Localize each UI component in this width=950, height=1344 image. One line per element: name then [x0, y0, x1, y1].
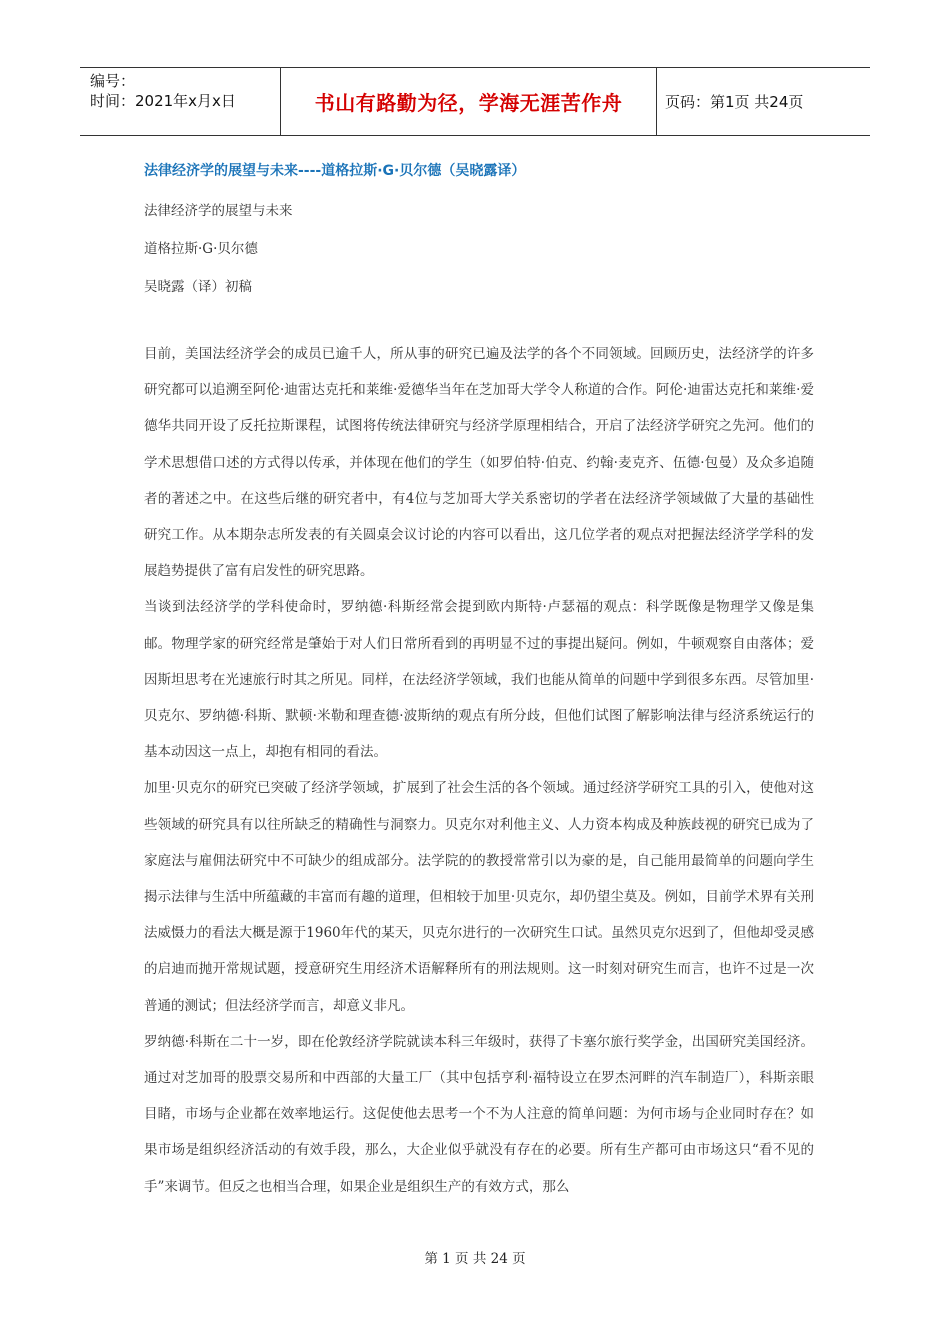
paragraph: 当谈到法经济学的学科使命时，罗纳德·科斯经常会提到欧内斯特·卢瑟福的观点：科学既像是物理学又像是集邮。物理学家的研究经常是肇始于对人们日常所看到的再明显不过的事提出疑问。例如，牛顿观察自由落体；爱因斯坦思考在光速旅行时其之所见。同样，在法经济学领域，我们也能从简单的问题中学到很多东西。尽管加里·贝克尔、罗纳德·科斯、默顿·米勒和理查德·波斯纳的观点有所分歧，但他们试图了解影响法律与经济系统运行的基本动因这一点上，却抱有相同的看法。 — [144, 599, 814, 761]
page-footer: 第 1 页 共 24 页 — [424, 1251, 526, 1267]
document-body — [144, 160, 814, 1205]
header-meta — [80, 68, 281, 135]
document-title: 法律经济学的展望与未来----道格拉斯·G·贝尔德（吴晓露译） — [144, 163, 526, 179]
number-label: 编号： — [90, 72, 136, 90]
section-spacer — [144, 314, 814, 336]
document-author: 道格拉斯·G·贝尔德 — [144, 241, 258, 257]
time-label: 时间：2021年x月x日 — [90, 92, 236, 110]
page-header — [80, 67, 870, 136]
header-motto: 书山有路勤为径，学海无涯苦作舟 — [281, 68, 657, 135]
paragraph: 加里·贝克尔的研究已突破了经济学领域，扩展到了社会生活的各个领域。通过经济学研究工具的引入，使他对这些领域的研究具有以往所缺乏的精确性与洞察力。贝克尔对利他主义、人力资本构成及种族歧视的研究已成为了家庭法与雇佣法研究中不可缺少的组成部分。法学院的的教授常常引以为豪的是，自己能用最简单的问题向学生揭示法律与生活中所蕴藏的丰富而有趣的道理，但相较于加里·贝克尔，却仍望尘莫及。例如，目前学术界有关刑法威慑力的看法大概是源于1960年代的某天，贝克尔进行的一次研究生口试。虽然贝克尔迟到了，但他却受灵感的启迪而抛开常规试题，授意研究生用经济术语解释所有的刑法规则。这一时刻对研究生而言，也许不过是一次普通的测试；但法经济学而言，却意义非凡。 — [144, 780, 814, 1014]
paragraph: 罗纳德·科斯在二十一岁，即在伦敦经济学院就读本科三年级时，获得了卡塞尔旅行奖学金，出国研究美国经济。通过对芝加哥的股票交易所和中西部的大量工厂（其中包括亨利·福特设立在罗杰河畔的汽车制造厂），科斯亲眼目睹，市场与企业都在效率地运行。这促使他去思考一个不为人注意的简单问题：为何市场与企业同时存在？如果市场是组织经济活动的有效手段，那么，大企业似乎就没有存在的必要。所有生产都可由市场这只“看不见的手”来调节。但反之也相当合理，如果企业是组织生产的有效方式，那么 — [144, 1033, 814, 1195]
document-subtitle: 法律经济学的展望与未来 — [144, 203, 293, 219]
document-translator: 吴晓露（译）初稿 — [144, 279, 252, 295]
paragraph: 目前，美国法经济学会的成员已逾千人，所从事的研究已遍及法学的各个不同领域。回顾历史，法经济学的许多研究都可以追溯至阿伦·迪雷达克托和莱维·爱德华当年在芝加哥大学令人称道的合作。阿伦·迪雷达克托和莱维·爱德华共同开设了反托拉斯课程，试图将传统法律研究与经济学原理相结合，开启了法经济学研究之先河。他们的学术思想借口述的方式得以传承，并体现在他们的学生（如罗伯特·伯克、约翰·麦克齐、伍德·包曼）及众多追随者的著述之中。在这些后继的研究者中，有4位与芝加哥大学关系密切的学者在法经济学领域做了大量的基础性研究工作。从本期杂志所发表的有关圆桌会议讨论的内容可以看出，这几位学者的观点对把握法经济学学科的发展趋势提供了富有启发性的研究思路。 — [144, 346, 814, 580]
header-page-info: 页码：第1页 共24页 — [665, 93, 804, 111]
